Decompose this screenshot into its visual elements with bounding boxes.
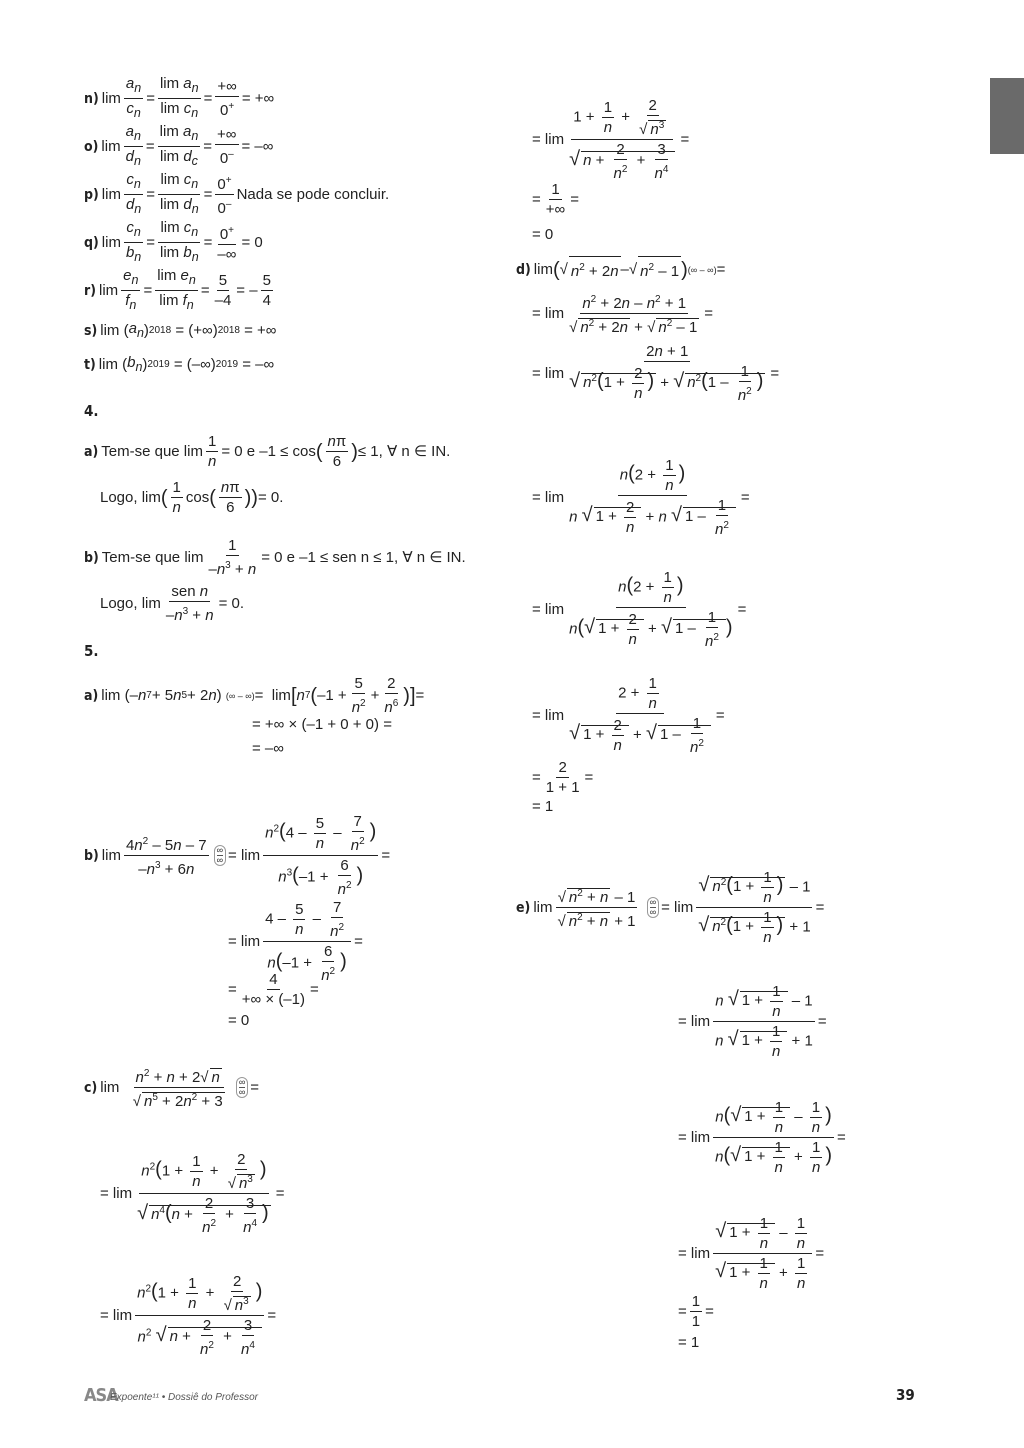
label-n: n): [84, 90, 99, 107]
label-o: o): [84, 138, 99, 155]
step-5e-6: = 1: [678, 1334, 700, 1351]
item-5c: c) lim $n^2 + n + 2√$ n √ $n^5 + 2n^2 + 3$ ∞ ∞ =: [84, 1064, 259, 1111]
step-5e-3: = lim n(√ 1 + $\frac{1}{n}$ – $\frac{1}{n}$ ) n(√ 1 + $\frac{1}{n}$ + $\frac{1}{n}$ ) =: [678, 1098, 846, 1177]
step-5a-3: = –∞: [252, 740, 284, 757]
lim-text: lim: [101, 185, 121, 203]
step-5c-2: = lim $n^2(1$ + $\frac{1}{n}$ + 2 √ $n^3$ ) √ $n^4(n$ + $\frac{2}{n^2}$ + $\frac{3}{n^4}$ ) =: [100, 1150, 284, 1237]
step-5c-4: = lim 1 + $\frac{1}{n}$ + 2 √ $n^3$ √ n + $\frac{2}{n^2}$ + $\frac{3}{n^4}$ =: [532, 96, 689, 183]
step-5c-3: = lim $n^2(1$ + $\frac{1}{n}$ + 2 √ $n^3$ ) $n^2$ √ n + $\frac{2}{n^2}$ + $\frac{3}{n^4}$ =: [100, 1272, 276, 1359]
condition-end-text: ≤ 1, ∀ n ∈ IN.: [357, 442, 451, 460]
statement-text: Tem-se que lim: [101, 548, 204, 566]
logo-text: Logo, lim: [100, 594, 161, 612]
item-5a: a) lim (– n 7 + 5 n 5 + 2 n ) (∞ – ∞) = lim [ n 7 ( –1 + $\frac{5}{n^2}$ + $\frac{2}{n^6}$ )] =: [84, 675, 425, 716]
step-5b-3: = $\frac{4}{+\infty \times (-1)}$ =: [228, 971, 319, 1008]
condition-text: = 0 e –1 ≤ sen n ≤ 1, ∀ n ∈ IN.: [261, 548, 466, 566]
step-5d-3: = lim 2n + 1 √ $n^2(1$ + $\frac{2}{n}$ ) + √ $n^2(1$ – $\frac{1}{n^2}$ ) =: [532, 342, 779, 405]
statement-text: Tem-se que lim: [101, 442, 203, 460]
item-4b: b) Tem-se que lim $\frac{1}{-n^3 + n}$ = 0 e –1 ≤ sen n ≤ 1, ∀ n ∈ IN.: [84, 537, 466, 578]
lim-text: lim: [98, 356, 118, 373]
item-r: r) lim $\frac{e_n}{f_n}$ = $\frac{\lim e_n}{\lim f_n}$ = $\frac{5}{-4}$ = – $\frac{5}{4}$: [84, 267, 271, 312]
section-5-heading: 5.: [84, 642, 99, 660]
label-5c: c): [84, 1079, 98, 1096]
lim-text: lim: [101, 233, 121, 251]
label-5a: a): [84, 687, 99, 704]
label-s: s): [84, 323, 98, 339]
label-q: q): [84, 234, 99, 251]
label-r: r): [84, 282, 96, 299]
item-5b: b) lim $\frac{4n^2 - 5n - 7}{-n^3 + 6n}$ ∞ ∞ = lim $n^2(4$ – $\frac{5}{n}$ – $\frac{7}{n^2}$ ) $n^3(-1$ + $\frac{6}{n^2}$ ) =: [84, 813, 391, 898]
lim-text: lim: [101, 137, 121, 155]
step-5e-5: = $\frac{1}{1}$ =: [678, 1293, 714, 1330]
step-5d-6: = lim 2 + $\frac{1}{n}$ √ 1 + $\frac{2}{n}$ + √ 1 – $\frac{1}{n^2}$ =: [532, 674, 725, 757]
lim-text: lim: [101, 89, 121, 107]
item-q: q) lim $\frac{c_n}{b_n}$ = $\frac{\lim c_n}{\lim b_n}$ = $\frac{0^+}{-\infty}$ = 0: [84, 219, 263, 264]
result-text: = 0.: [257, 488, 284, 506]
step-5a-2: = +∞ × (–1 + 0 + 0) =: [252, 716, 392, 733]
result-text: = 0.: [218, 594, 245, 612]
step-5c-5: = $\frac{1}{+\infty}$ =: [532, 181, 579, 218]
item-t: t) lim ( $b_n$ ) 2019 = (–∞) 2019 = –∞: [84, 354, 275, 374]
item-n: n) lim $\frac{a_n}{c_n}$ = $\frac{\lim a_n}{\lim c_n}$ = $\frac{+\infty}{0^+}$ = +∞: [84, 75, 275, 120]
step-5b-2: = lim 4 – $\frac{5}{n}$ – $\frac{7}{n^2}$ n(–1 + $\frac{6}{n^2}$ ) =: [228, 899, 363, 984]
label-p: p): [84, 186, 99, 203]
label-5b: b): [84, 847, 99, 864]
step-5d-2: = lim $n^2 + 2n - n^2 + 1$ √ $n^2 + 2n$ + √ $n^2 - 1$ =: [532, 290, 713, 337]
step-5d-7: = $\frac{2}{1 + 1}$ =: [532, 759, 594, 796]
item-4a: a) Tem-se que lim $\frac{1}{n}$ = 0 e –1 ≤ cos ( $\frac{n\pi}{6}$ ) ≤ 1, ∀ n ∈ IN.: [84, 433, 451, 470]
publisher-logo: ASA: [84, 1385, 118, 1406]
lim-text: lim: [100, 322, 120, 339]
item-p: p) lim $\frac{c_n}{d_n}$ = $\frac{\lim c_n}{\lim d_n}$ = $\frac{0^+}{0^-}$ Nada se pode concluir.: [84, 171, 390, 217]
step-5d-8: = 1: [532, 798, 554, 815]
page-number: 39: [896, 1386, 915, 1404]
step-5d-4: = lim n(2 + $\frac{1}{n}$ ) n √ 1 + $\frac{2}{n}$ + n √ 1 – $\frac{1}{n^2}$ =: [532, 456, 750, 539]
label-5d: d): [516, 261, 531, 278]
condition-text: = 0 e –1 ≤ cos: [221, 442, 316, 460]
item-5e: e) lim √ $n^2 + n - 1$ √ $n^2 + n + 1$ ∞ ∞ = lim √ $n^2(1$ + $\frac{1}{n}$ ) – 1 √ $n^2(1$ + $\frac{1}{n}$ ) + 1 =: [516, 868, 824, 947]
label-4a: a): [84, 443, 99, 460]
label-t: t): [84, 357, 96, 373]
chapter-tab: [990, 78, 1024, 154]
label-4b: b): [84, 549, 99, 566]
lim-text: lim: [98, 281, 119, 299]
footer-publication: Expoente¹¹ • Dossiê do Professor: [110, 1392, 259, 1403]
item-s: s) lim ( $a_n$ ) 2018 = (+∞) 2018 = +∞: [84, 320, 277, 340]
label-5e: e): [516, 899, 531, 916]
step-5c-6: = 0: [532, 226, 554, 243]
logo-text: Logo, lim: [100, 488, 161, 506]
item-4a-conclusion: Logo, lim ( $\frac{1}{n}$ cos ( $\frac{n\pi}{6}$ )) = 0.: [100, 479, 284, 516]
step-5d-5: = lim n(2 + $\frac{1}{n}$ ) n(√ 1 + $\frac{2}{n}$ + √ 1 – $\frac{1}{n^2}$ ) =: [532, 568, 746, 651]
step-5b-4: = 0: [228, 1012, 250, 1029]
item-4b-conclusion: Logo, lim $\frac{\text{sen n}}{-n^3 + n}$ = 0.: [100, 583, 245, 624]
item-o: o) lim $\frac{a_n}{d_n}$ = $\frac{\lim a_n}{\lim d_c}$ = $\frac{+\infty}{0^-}$ = –∞: [84, 123, 274, 168]
item-5d: d) lim ( √ $n^2 + 2n$ – √ $n^2 - 1$ ) (∞ – ∞) =: [516, 256, 725, 283]
nada-text: Nada se pode concluir.: [236, 185, 390, 203]
step-5e-4: = lim √ 1 + $\frac{1}{n}$ – $\frac{1}{n}$ √ 1 + $\frac{1}{n}$ + $\frac{1}{n}$ =: [678, 1214, 824, 1293]
section-4-heading: 4.: [84, 402, 99, 420]
step-5e-2: = lim n √ 1 + $\frac{1}{n}$ – 1 n √ 1 + $\frac{1}{n}$ + 1 =: [678, 982, 827, 1061]
